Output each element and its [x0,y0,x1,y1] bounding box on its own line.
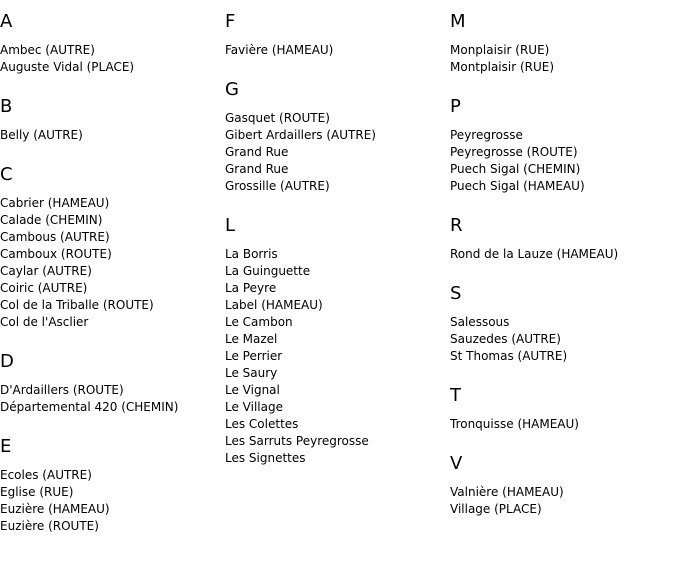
street-item: Col de la Triballe (ROUTE) [0,298,154,312]
street-item: Le Cambon [225,315,293,329]
letter-group [225,80,445,195]
street-item: Gasquet (ROUTE) [225,111,330,125]
letter-heading: F [225,11,236,32]
street-item: Auguste Vidal (PLACE) [0,60,135,74]
street-item: Eglise (RUE) [0,485,74,499]
street-item: Le Mazel [225,332,278,346]
index-column-2 [225,12,445,488]
street-item: Peyregrosse [450,128,523,142]
street-list [0,467,220,535]
letter-group [450,454,670,518]
letter-group [450,12,670,76]
street-item: Ecoles (AUTRE) [0,468,92,482]
letter-heading: B [0,96,13,117]
street-item: Monplaisir (RUE) [450,43,550,57]
index-column-3 [450,12,670,539]
street-list [225,246,445,467]
letter-group [450,386,670,433]
street-list [450,484,670,518]
street-list [450,314,670,365]
street-item: Puech Sigal (HAMEAU) [450,179,585,193]
letter-group [225,12,445,59]
street-item: Tronquisse (HAMEAU) [450,417,579,431]
street-item: Les Sarruts Peyregrosse [225,434,369,448]
street-item: La Borris [225,247,278,261]
street-item: Ambec (AUTRE) [0,43,95,57]
letter-group [450,97,670,195]
letter-heading: C [0,164,13,185]
street-item: Le Vignal [225,383,280,397]
letter-group [225,216,445,467]
letter-heading: D [0,351,14,372]
letter-heading: P [450,96,461,117]
street-item: Col de l'Asclier [0,315,89,329]
street-list [0,382,220,416]
street-item: Cabrier (HAMEAU) [0,196,110,210]
street-item: D'Ardaillers (ROUTE) [0,383,124,397]
street-item: Belly (AUTRE) [0,128,83,142]
street-item: Le Saury [225,366,278,380]
street-item: Peyregrosse (ROUTE) [450,145,578,159]
letter-group [0,12,220,76]
street-item: Label (HAMEAU) [225,298,323,312]
street-item: Rond de la Lauze (HAMEAU) [450,247,619,261]
street-item: Le Village [225,400,283,414]
street-item: Les Colettes [225,417,299,431]
street-list [225,42,445,59]
letter-group [0,437,220,535]
street-item: Calade (CHEMIN) [0,213,103,227]
letter-group [0,97,220,144]
letter-heading: M [450,11,466,32]
street-list [450,42,670,76]
street-item: Euzière (ROUTE) [0,519,99,533]
street-item: La Guinguette [225,264,311,278]
street-item: Cambous (AUTRE) [0,230,110,244]
letter-group [0,165,220,331]
letter-heading: E [0,436,12,457]
street-list [450,246,670,263]
street-list [0,127,220,144]
street-item: Grossille (AUTRE) [225,179,330,193]
street-item: Coiric (AUTRE) [0,281,88,295]
letter-heading: T [450,385,461,406]
street-item: St Thomas (AUTRE) [450,349,568,363]
street-list [450,127,670,195]
street-item: Euzière (HAMEAU) [0,502,110,516]
letter-group [450,216,670,263]
index-column-1 [0,12,220,556]
street-item: Caylar (AUTRE) [0,264,92,278]
street-item: Favière (HAMEAU) [225,43,334,57]
street-item: Sauzedes (AUTRE) [450,332,561,346]
letter-heading: S [450,283,462,304]
letter-heading: R [450,215,463,236]
letter-group [450,284,670,365]
street-item: Grand Rue [225,145,289,159]
letter-group [0,352,220,416]
street-item: Valnière (HAMEAU) [450,485,564,499]
street-item: Le Perrier [225,349,283,363]
street-list [225,110,445,195]
street-item: Puech Sigal (CHEMIN) [450,162,581,176]
street-list [0,42,220,76]
street-item: Montplaisir (RUE) [450,60,555,74]
street-item: Départemental 420 (CHEMIN) [0,400,179,414]
street-item: Village (PLACE) [450,502,542,516]
street-item: Salessous [450,315,510,329]
street-item: Les Signettes [225,451,306,465]
street-item: Camboux (ROUTE) [0,247,112,261]
letter-heading: G [225,79,239,100]
letter-heading: V [450,453,463,474]
letter-heading: A [0,11,13,32]
street-item: Grand Rue [225,162,289,176]
street-item: La Peyre [225,281,277,295]
letter-heading: L [225,215,236,236]
street-list [450,416,670,433]
street-list [0,195,220,331]
street-item: Gibert Ardaillers (AUTRE) [225,128,376,142]
